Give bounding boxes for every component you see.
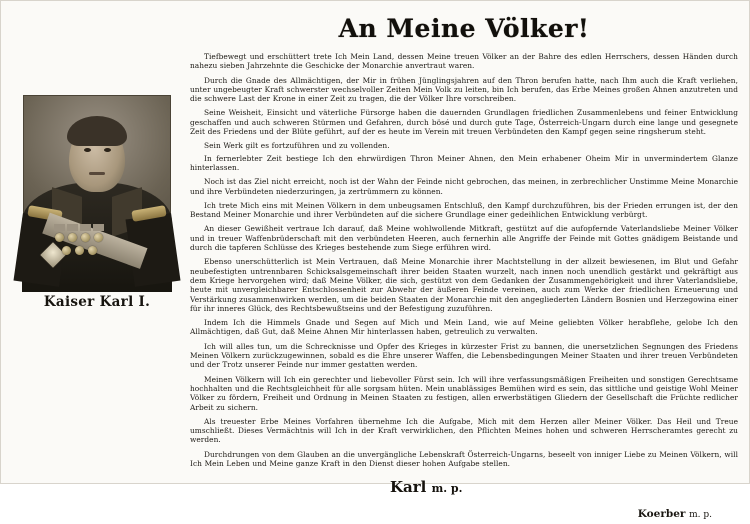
paragraph: Ich trete Mich eins mit Meinen Völkern in dem unbeugsamen Entschluß, den Kampf durchzuführen, bis der Frieden errungen ist, der den Bestand Meiner Monarchie und ihrer Verbündeten auf die sichere Grundlage einer gedeihlichen Entwicklung verbürgt. [190,200,738,220]
signature-block [190,478,738,524]
countersignature-koerber [638,508,712,520]
countersignature-suffix: m. p. [689,510,712,521]
paragraph: Meinen Völkern will Ich ein gerechter und liebevoller Fürst sein. Ich will ihre verfassungsmäßigen Freiheiten und sonstigen Gerechtsame hochhalten und die Rechtsgleichheit für alle sorgsam hüten. Mein unablässiges Bemühen wird es sein, das sittliche und geistige Wohl Meiner Völker zu fördern, Freiheit und Ordnung in Meinen Staaten zu festigen, allen erwerbstätigen Gliedern der Gesellschaft die Früchte redlicher Arbeit zu sichern. [190,374,738,412]
paragraph: Durch die Gnade des Allmächtigen, der Mir in frühen Jünglingsjahren auf den Thron berufen hatte, nach Ihm auch die Kraft verliehen, unter ungebeugter Kraft schwerster wechselvoller Zeiten Mein Volk zu leiten, bin Ich berufen, das Erbe Meines großen Ahnen anzutreten und die schwere Last der Krone in einer Zeit zu tragen, die der Völker Ihre vorschreiben. [190,75,738,104]
paragraph: An dieser Gewißheit vertraue Ich darauf, daß Meine wohlwollende Mitkraft, gestützt auf die aufopfernde Vaterlandsliebe Meiner Völker und in treuer Waffenbrüderschaft mit den verbündeten Heeren, auch fernerhin alle Angriffe der Feinde mit Gottes gnädigem Beistande und durch die tapferen Schlüsse des Krieges bestehende zum Siege erführen wird. [190,224,738,253]
paragraph: Als treuester Erbe Meines Vorfahren übernehme Ich die Aufgabe, Mich mit dem Herzen aller Meiner Völker. Das Heil und Treue umschließt. Dieses Vermächtnis will Ich in der Kraft verwirklichen, den Pflichten Meines hohen und schweren Herrscheramtes gerecht zu werden. [190,416,738,445]
paragraph: Ich will alles tun, um die Schrecknisse und Opfer des Krieges in kürzester Frist zu bannen, die unersetzlichen Segnungen des Friedens Meinen Völkern zurückzugewinnen, sobald es die Ehre unserer Waffen, die Lebensbedingungen Meiner Staaten und ihrer treuen Verbündeten und der Trotz unserer Feinde nur immer gestatten werden. [190,341,738,370]
paragraph: In fernerlebter Zeit bestiege Ich den ehrwürdigen Thron Meiner Ahnen, den Mein erhabener Oheim Mir in unvermindertem Glanze hinterlassen. [190,153,738,172]
portrait-column [14,95,180,310]
countersignature-name: Koerber [637,508,686,521]
paragraph: Indem Ich die Himmels Gnade und Segen auf Mich und Mein Land, wie auf Meine geliebten Völker herabflehe, gelobe Ich den Allmächtigen, daß Gut, daß Meine Ahnen Mir hinterlassen haben, getreulich zu verwalten. [190,318,738,337]
portrait-eye-left [84,148,91,152]
paragraph: Ebenso unerschütterlich ist Mein Vertrauen, daß Meine Monarchie ihrer Machtstellung in der allzeit bewiesenen, im Blut und Gefahr neubefestigten untrennbaren Schicksalsgemeinschaft ihrer beiden Staaten wurzelt, nach innen noch unendlich gestärkt und gekräftigt aus dem Kriege hervorgehen wird; daß Meine Völker, die sich, gestützt von dem Gedanken der Zusammengehörigkeit und ihrer Vaterlandsliebe, heute mit unvergleichbarer Entschlossenheit zur Abwehr der äußeren Feinde vereinen, auch zum Werke der friedlichen Erneuerung und Verstärkung zusammenwirken werden, um die beiden Staaten der Monarchie mit den angegliederten Ländern Bosnien und Herzegowina einer für ihr inneres Glück, des Rechtsbewußtseins und der Befestigung zuzuführen. [190,257,738,313]
paragraph: Seine Weisheit, Einsicht und väterliche Fürsorge haben die dauernden Grundlagen friedlichen Zusammenlebens und feiner Entwicklung geschaffen und auch schweren Stürmen und Gefahren, durch bösé und durch gute Tage, Österreich-Ungarn durch eine lange und gesegnete Zeit des Friedens und der Blüte geführt, auf der es heute im Verein mit treuen Verbündeten den Kampf gegen seine ringsherum steht. [190,108,738,137]
proclamation-text-column [190,14,738,524]
portrait-mouth [89,172,105,175]
portrait-eye-right [104,148,111,152]
portrait-caption: Kaiser Karl I. [43,294,151,310]
signature-suffix: m. p. [431,482,463,496]
page-title: An Meine Völker! [338,14,590,43]
paragraph: Durchdrungen von dem Glauben an die unvergängliche Lebenskraft Österreich-Ungarns, beseelt von inniger Liebe zu Meinen Völkern, will Ich Mein Leben und Meine ganze Kraft in den Dienst dieser hohen Aufgabe stellen. [190,449,738,468]
signature-name: Karl [390,478,427,497]
portrait-medals [54,224,124,268]
signature-karl [390,478,462,496]
paragraph: Sein Werk gilt es fortzuführen und zu vollenden. [204,141,390,151]
paragraph: Noch ist das Ziel nicht erreicht, noch ist der Wahn der Feinde nicht gebrochen, das meinen, in zerbrechlicher Unstimme Meine Monarchie und ihre Verbündeten niederzuringen, ja zertrümmern zu können. [190,177,738,196]
kaiser-portrait-image [23,95,171,285]
paragraph: Tiefbewegt und erschüttert trete Ich Mein Land, dessen Meine treuen Völker an der Bahre des edlen Herrschers, dessen Händen durch nahezu sieben Jahrzehnte die Geschicke der Monarchie anvertraut waren. [190,52,738,71]
